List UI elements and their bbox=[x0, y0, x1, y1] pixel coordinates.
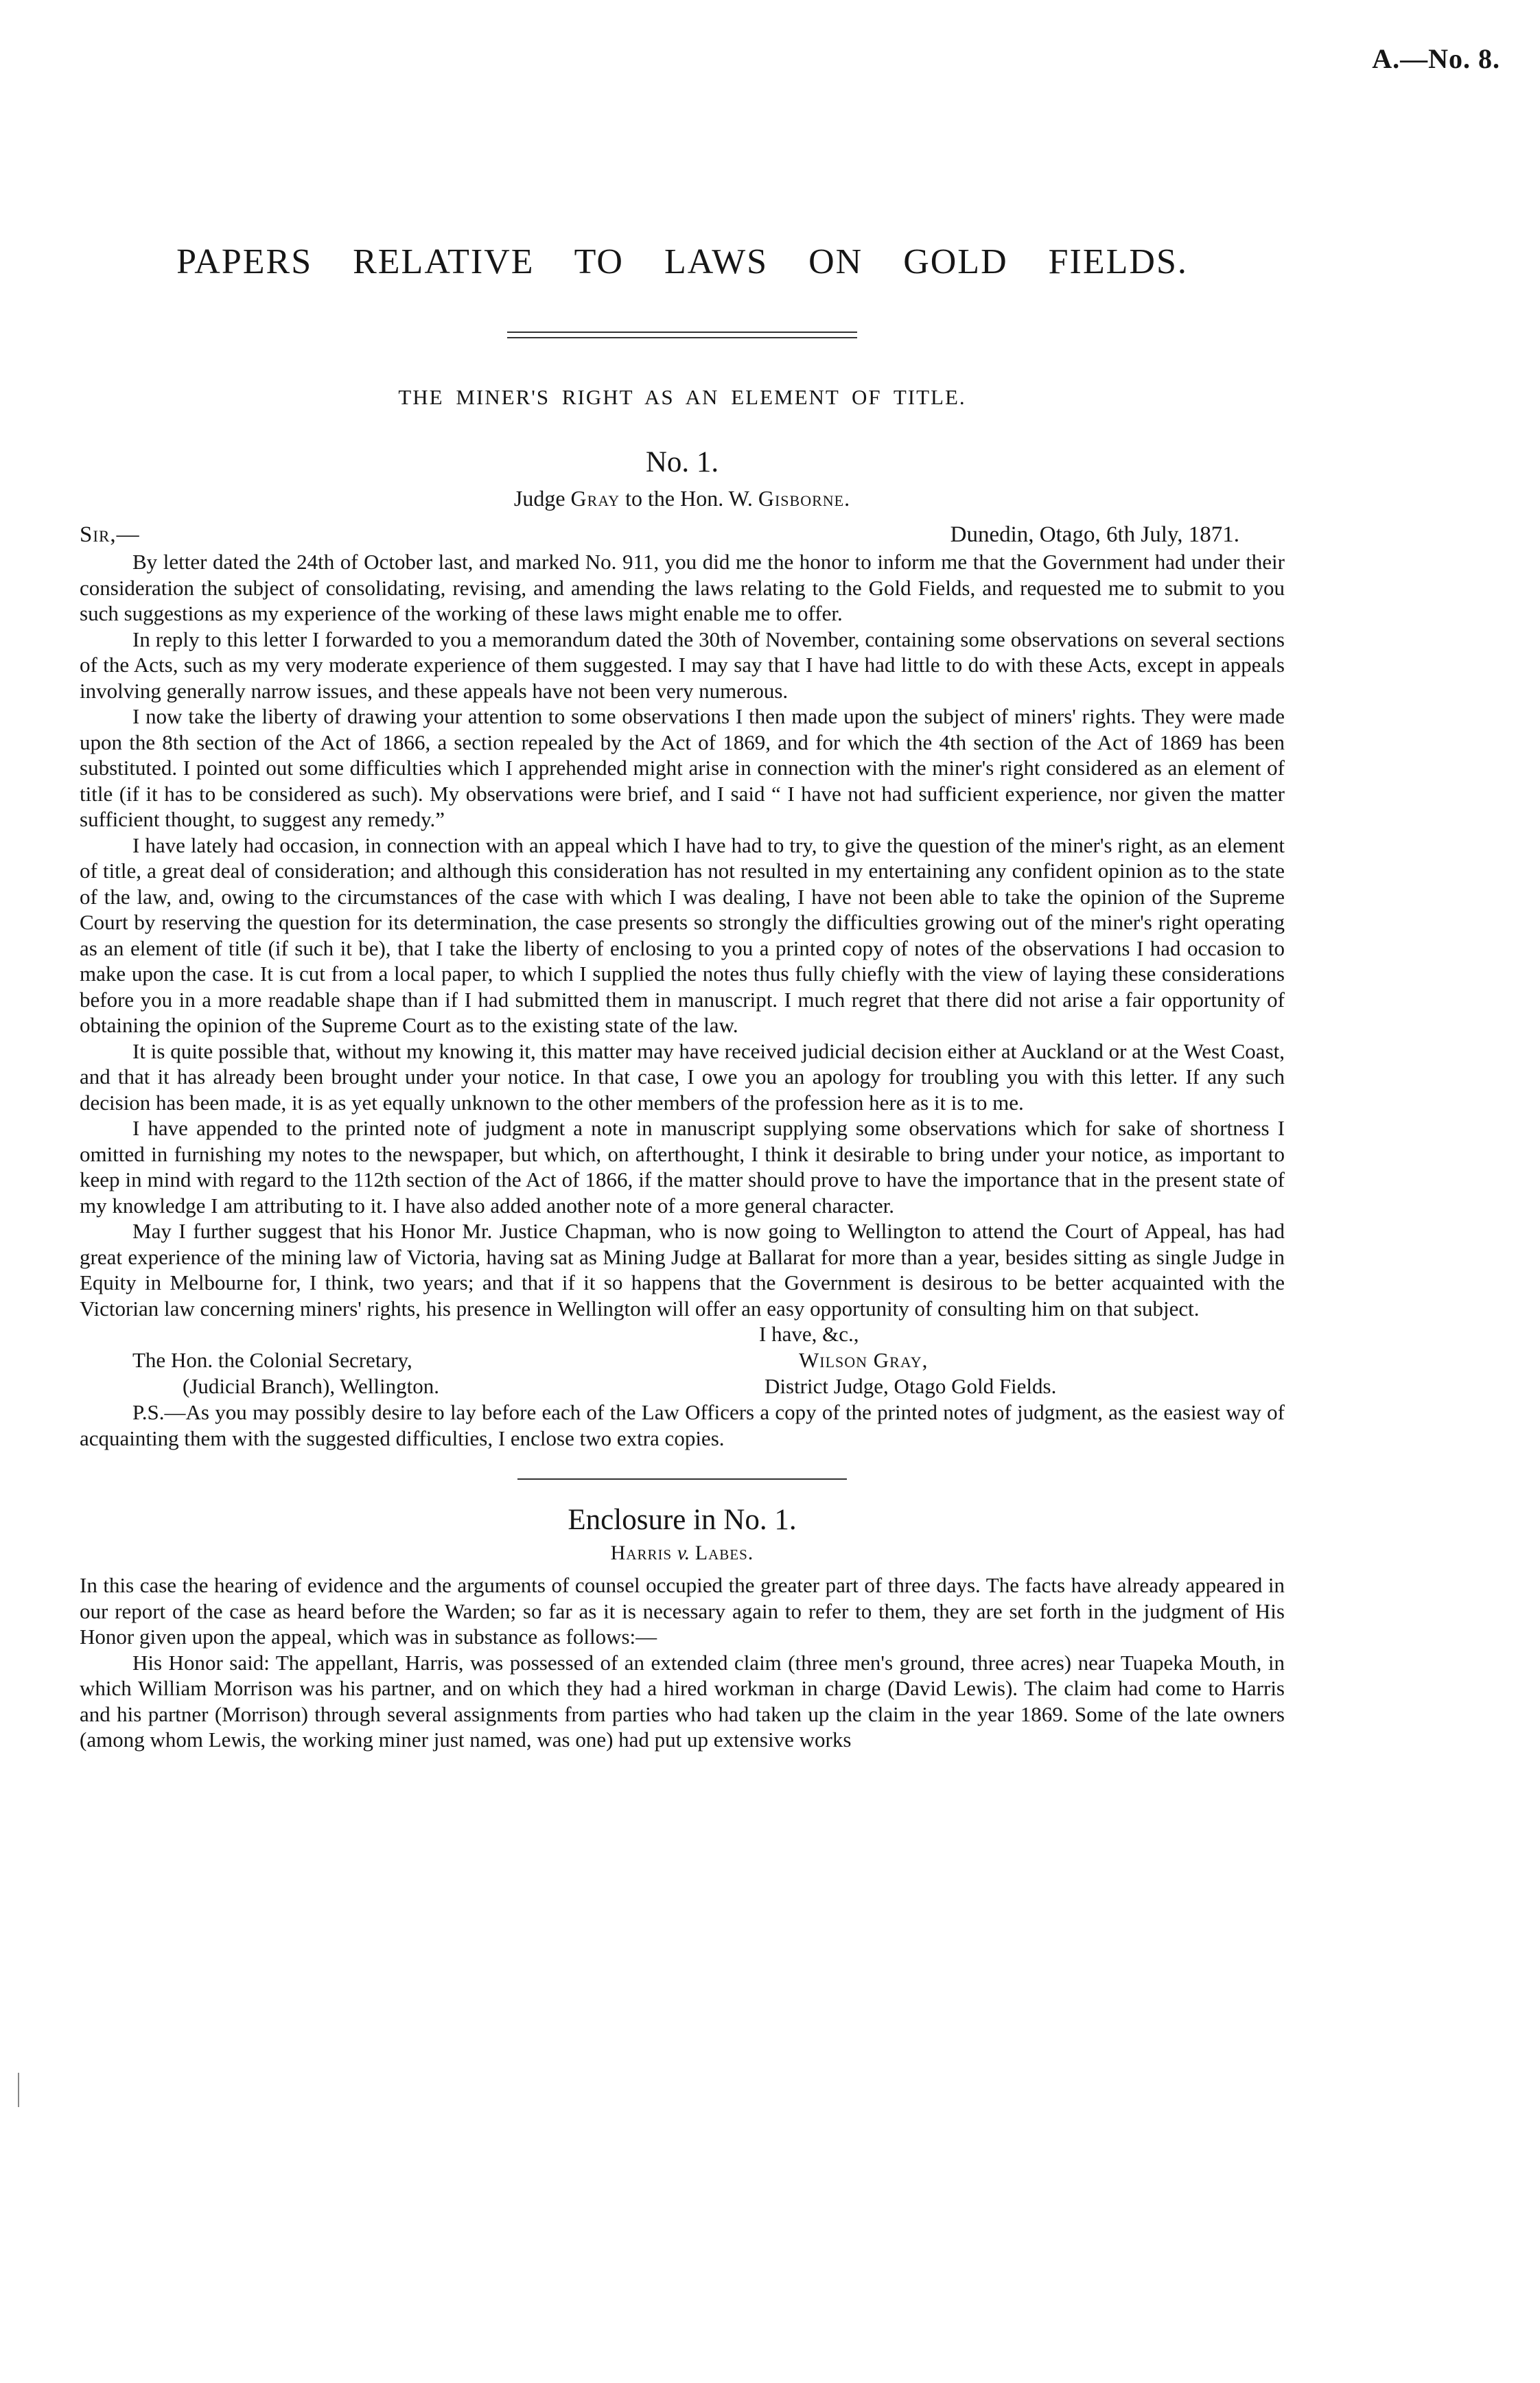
salutation: Sir,— bbox=[80, 522, 140, 547]
title-double-rule bbox=[507, 332, 857, 338]
postscript-block bbox=[80, 1399, 1285, 1451]
case-title bbox=[80, 1539, 1285, 1567]
closing: I have, &c., bbox=[759, 1322, 859, 1346]
enclosure-paragraph: His Honor said: The appellant, Harris, was possessed of an extended claim (three men's ground, three acres) near Tuapeka Mouth, in which William Morrison was his partner, and on which they had a hired workman in charge (David Lewis). The claim had come to Harris and his partner (Morrison) through several assignments from parties who had taken up the claim in the year 1869. Some of the late owners (among whom Lewis, the working miner just named, was one) had put up extensive works bbox=[80, 1650, 1285, 1752]
addressee-line-2: (Judicial Branch), Wellington. bbox=[183, 1374, 440, 1398]
margin-mark bbox=[18, 2073, 19, 2107]
addressee-line-1: The Hon. the Colonial Secretary, bbox=[132, 1348, 412, 1372]
case-party-a: Harris bbox=[610, 1542, 673, 1564]
signature-title: District Judge, Otago Gold Fields. bbox=[765, 1374, 1057, 1398]
letter-paragraph: I have lately had occasion, in connection with an appeal which I have had to try, to give the question of the miner's right, as an element of title, a great deal of consideration; and although this consideration has not resulted in my entertaining any confident opinion as to the state of the law, and, owing to the circumstances of the case with which I was dealing, I have not been able to take the opinion of the Supreme Court by reserving the question for its determination, the case presents so strongly the difficulties growing out of the miner's right operating as an element of title (if such it be), that I take the liberty of enclosing to you a printed copy of notes of the observations I had occasion to make upon the case. It is cut from a local paper, to which I supplied the notes thus fully chiefly with the view of laying these considerations before you in a more readable shape than if I had submitted them in manuscript. I much regret that there did not arise a fair opportunity of obtaining the opinion of the Supreme Court as to the existing state of the law. bbox=[80, 833, 1285, 1037]
place-date: Dunedin, Otago, 6th July, 1871. bbox=[950, 522, 1239, 547]
signature-block bbox=[80, 1347, 1285, 1399]
letter-body bbox=[80, 549, 1285, 1321]
main-title: PAPERS RELATIVE TO LAWS ON GOLD FIELDS. bbox=[176, 242, 1188, 281]
case-party-b: Labes. bbox=[695, 1542, 754, 1564]
postscript: P.S.—As you may possibly desire to lay before each of the Law Officers a copy of the printed notes of judgment, as the easiest way of acquainting them with the suggested difficulties, I enclose two extra copies. bbox=[80, 1400, 1285, 1450]
enclosure-title: Enclosure in No. 1. bbox=[568, 1504, 797, 1536]
from-mid: to the Hon. W. bbox=[625, 486, 753, 511]
to-name: Gisborne. bbox=[758, 486, 851, 511]
letter-from-to bbox=[80, 483, 1285, 513]
letter-paragraph: May I further suggest that his Honor Mr. Justice Chapman, who is now going to Wellington to attend the Court of Appeal, has had great experience of the mining law of Victoria, having sat as Mining Judge at Ballarat for more than a year, besides sitting as single Judge in Equity in Melbourne for, I think, two years; and that if it so happens that the Government is desirous to be better acquainted with the Victorian law concerning miners' rights, his presence in Wellington will offer an easy opportunity of consulting him on that subject. bbox=[80, 1219, 1285, 1321]
enclosure-paragraph: In this case the hearing of evidence and the arguments of counsel occupied the greater part of three days. The facts have already appeared in our report of the case as heard before the Warden; so far as it is necessary again to refer to them, they are set forth in the judgment of His Honor given upon the appeal, which was in substance as follows:— bbox=[80, 1573, 1285, 1649]
letter-paragraph: I now take the liberty of drawing your attention to some observations I then made upon the subject of miners' rights. They were made upon the 8th section of the Act of 1866, a section repealed by the Act of 1869, and for which the 4th section of the Act of 1869 has been substituted. I pointed out some difficulties which I apprehended might arise in connection with the miner's right considered as an element of title (if it has to be considered as such). My observations were brief, and I said “ I have not had sufficient experience, nor given the matter sufficient thought, to suggest any remedy.” bbox=[80, 704, 1285, 831]
salutation-line bbox=[80, 520, 1285, 549]
letter-paragraph: It is quite possible that, without my knowing it, this matter may have received judicial decision either at Auckland or at the West Coast, and that it has already been brought under your notice. In that case, I owe you an apology for troubling you with this letter. If any such decision has been made, it is as yet equally unknown to the other members of the profession here as it is to me. bbox=[80, 1038, 1285, 1115]
letter-paragraph: I have appended to the printed note of judgment a note in manuscript supplying some observations which for sake of shortness I omitted in furnishing my notes to the newspaper, but which, on afterthought, I think it desirable to bring under your notice, as important to keep in mind with regard to the 112th section of the Act of 1866, if the matter should prove to have the importance that in the present state of my knowledge I am attributing to it. I have also added another note of a more general character. bbox=[80, 1116, 1285, 1218]
signature-name: Wilson Gray, bbox=[799, 1348, 929, 1372]
from-name: Gray bbox=[570, 486, 620, 511]
from-prefix: Judge bbox=[513, 486, 565, 511]
case-versus: v. bbox=[677, 1542, 690, 1564]
letter-number: No. 1. bbox=[645, 446, 719, 478]
letter-paragraph: In reply to this letter I forwarded to you a memorandum dated the 30th of November, containing some observations on several sections of the Acts, such as my very moderate experience of them suggested. I may say that I have had little to do with these Acts, except in appeals involving generally narrow issues, and these appeals have not been very numerous. bbox=[80, 627, 1285, 703]
page-reference: A.—No. 8. bbox=[1372, 43, 1500, 74]
letter-paragraph: By letter dated the 24th of October last, and marked No. 911, you did me the honor to inform me that the Government had under their consideration the subject of consolidating, revising, and amending the laws relating to the Gold Fields, and requested me to submit to you such suggestions as my experience of the working of these laws might enable me to offer. bbox=[80, 550, 1285, 625]
section-title: THE MINER'S RIGHT AS AN ELEMENT OF TITLE. bbox=[398, 385, 966, 409]
enclosure-rule bbox=[517, 1478, 847, 1480]
enclosure-body bbox=[80, 1572, 1285, 1753]
